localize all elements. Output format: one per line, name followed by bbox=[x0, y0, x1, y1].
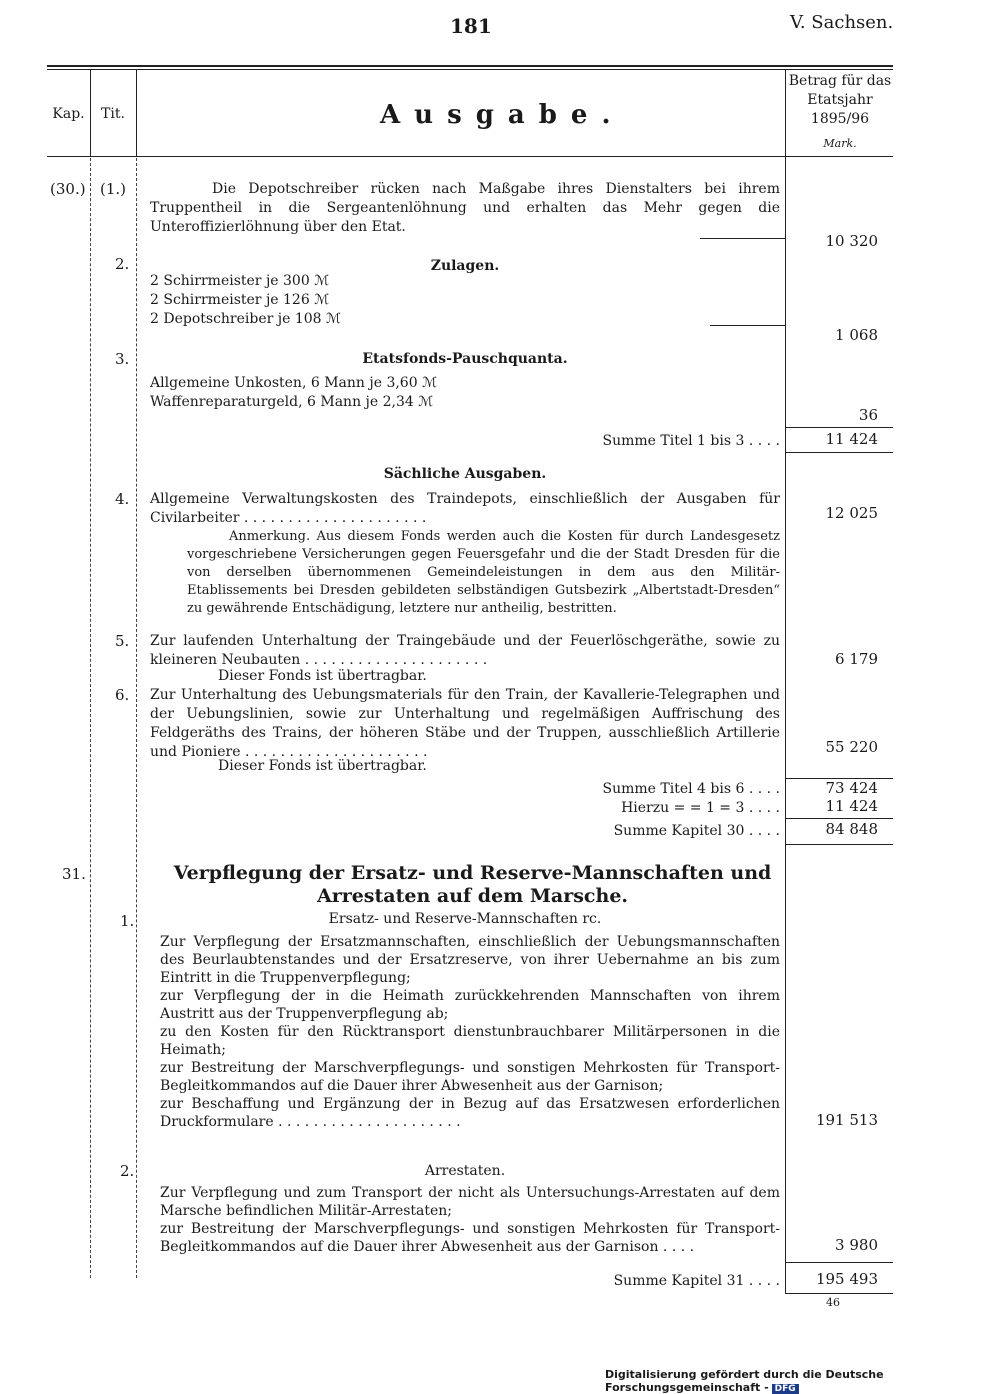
tit-5-amount: 6 179 bbox=[835, 650, 878, 668]
header-rule bbox=[47, 156, 893, 157]
kap-31-tit-1-para-2: zur Verpflegung der in die Heimath zurückkehrenden Mannschaften von ihrem Austritt aus der Truppenverpflegung ab; bbox=[160, 988, 780, 1022]
tit-5-note: Dieser Fonds ist übertragbar. bbox=[218, 668, 427, 684]
hierzu-amount: 11 424 bbox=[825, 797, 878, 815]
tit-4-number: 4. bbox=[115, 490, 130, 508]
kap-31-tit-1-heading: Ersatz- und Reserve-Mannschaften rc. bbox=[328, 911, 602, 927]
col-divider-tit bbox=[136, 69, 137, 157]
kap-31-tit-2-heading: Arrestaten. bbox=[424, 1163, 506, 1179]
tit-dashed-divider bbox=[136, 158, 137, 1278]
currency-label: Mark. bbox=[823, 137, 857, 150]
amount-column-header: Betrag für das Etatsjahr 1895/96 bbox=[788, 73, 892, 127]
kap-31-tit-1-number: 1. bbox=[120, 912, 135, 930]
tit-6-number: 6. bbox=[115, 686, 130, 704]
kap-31-tit-1-para-5: zur Beschaffung und Ergänzung der in Bezug auf das Ersatzwesen erforderlichen Druckformulare . . . . . . . . . . . . . . . . . . . . . bbox=[160, 1096, 780, 1130]
section-title: Ausgabe. bbox=[380, 100, 625, 130]
tit-1-text: Die Depotschreiber rücken nach Maßgabe ihres Dienstalters bei ihrem Truppentheil in die Sergeantenlöhnung und erhalten das Mehr gegen die Unteroffizierlöhnung über den Etat. bbox=[150, 181, 780, 235]
kap-31-tit-2-para-1: Zur Verpflegung und zum Transport der nicht als Untersuchungs-Arrestaten auf dem Marsche befindlichen Militär-Arrestaten; bbox=[160, 1185, 780, 1219]
sheet-number: 46 bbox=[826, 1296, 840, 1309]
page-number: 181 bbox=[450, 14, 492, 38]
sum-4-6-label: Summe Titel 4 bis 6 . . . . bbox=[602, 781, 780, 797]
sum-kap-31-label: Summe Kapitel 31 . . . . bbox=[613, 1273, 780, 1289]
hierzu-label: Hierzu = = 1 = 3 . . . . bbox=[621, 800, 780, 816]
sum-kap-30-amount: 84 848 bbox=[825, 820, 878, 838]
kap-31-tit-2-para-2: zur Bestreitung der Marschverpflegungs- und sonstigen Mehrkosten für Transport-Begleitkommandos auf die Dauer ihrer Abwesenheit aus der Garnison . . . . bbox=[160, 1221, 780, 1255]
kap-31-tit-1-para-3: zu den Kosten für den Rücktransport dienstunbrauchbarer Militärpersonen in die Heimath; bbox=[160, 1024, 780, 1058]
tit-3-number: 3. bbox=[115, 350, 130, 368]
sum-rule bbox=[785, 844, 893, 845]
saechliche-heading: Sächliche Ausgaben. bbox=[383, 466, 547, 482]
tit-2-line-2: 2 Schirrmeister je 126 ℳ bbox=[150, 292, 330, 308]
tit-3-line-2: Waffenreparaturgeld, 6 Mann je 2,34 ℳ bbox=[150, 394, 434, 410]
sum-kap-31-amount: 195 493 bbox=[815, 1270, 878, 1288]
tit-6-amount: 55 220 bbox=[825, 738, 878, 756]
tit-4-note: Anmerkung. Aus diesem Fonds werden auch die Kosten für durch Landesgesetz vorgeschriebene Versicherungen gegen Feuersgefahr und die der Stadt Dresden für die von derselben übernommenen Gemeindeleistungen in dem aus den Militär-Etablissements bei Dresden gebildeten selbständigen Gutsbezirk „Albertstadt-Dresden“ zu gewährende Entschädigung, letztere nur antheilig, bestritten. bbox=[187, 529, 780, 616]
sum-1-3-amount: 11 424 bbox=[825, 430, 878, 448]
footer-text: Digitalisierung gefördert durch die Deutsche Forschungsgemeinschaft - bbox=[605, 1368, 884, 1394]
tit-2-heading: Zulagen. bbox=[430, 258, 500, 274]
subtotal-rule bbox=[710, 325, 785, 326]
kap-31-tit-1-para-4: zur Bestreitung der Marschverpflegungs- und sonstigen Mehrkosten für Transport-Begleitkommandos auf die Dauer ihrer Abwesenheit aus der Garnison; bbox=[160, 1060, 780, 1094]
sum-rule bbox=[785, 1293, 893, 1294]
sum-rule bbox=[785, 1262, 893, 1263]
kap-header: Kap. bbox=[52, 106, 85, 122]
kap-31-tit-2-amount: 3 980 bbox=[835, 1236, 878, 1254]
sum-kap-30-label: Summe Kapitel 30 . . . . bbox=[613, 823, 780, 839]
kap-30-number: (30.) bbox=[50, 180, 86, 198]
dfg-logo: DFG bbox=[772, 1384, 799, 1394]
tit-5-text: Zur laufenden Unterhaltung der Traingebäude und der Feuerlöschgeräthe, sowie zu kleineren Neubauten . . . . . . . . . . . . . . . . . . . . . bbox=[150, 633, 780, 668]
tit-4-text: Allgemeine Verwaltungskosten des Traindepots, einschließlich der Ausgaben für Civilarbeiter . . . . . . . . . . . . . . . . . . . . . bbox=[150, 491, 780, 526]
tit-6-text: Zur Unterhaltung des Uebungsmaterials für den Train, der Kavallerie-Telegraphen und der Uebungslinien, sowie zur Unterhaltung und regelmäßigen Auffrischung des Feldgeräths des Trains, der höheren Stäbe und der Truppen, ausschließlich Artillerie und Pioniere . . . . . . . . . . . . . . . . . . . . . bbox=[150, 687, 780, 760]
tit-4-amount: 12 025 bbox=[825, 504, 878, 522]
tit-2-line-3: 2 Depotschreiber je 108 ℳ bbox=[150, 311, 341, 327]
kap-31-tit-2-number: 2. bbox=[120, 1162, 135, 1180]
sum-4-6-amount: 73 424 bbox=[825, 779, 878, 797]
kap-31-number: 31. bbox=[62, 865, 86, 883]
top-rule bbox=[47, 65, 893, 67]
kap-dashed-divider bbox=[90, 158, 91, 1278]
col-divider-amount bbox=[785, 69, 786, 1294]
tit-2-amount: 1 068 bbox=[835, 326, 878, 344]
kap-31-title: Verpflegung der Ersatz- und Reserve-Mannschaften und Arrestaten auf dem Marsche. bbox=[173, 862, 772, 907]
tit-header: Tit. bbox=[101, 106, 125, 122]
digitization-footer bbox=[605, 1368, 1000, 1394]
sum-rule bbox=[785, 452, 893, 453]
tit-1-number: (1.) bbox=[100, 180, 127, 198]
kap-31-tit-1-amount: 191 513 bbox=[815, 1111, 878, 1129]
tit-2-line-1: 2 Schirrmeister je 300 ℳ bbox=[150, 273, 330, 289]
tit-6-note: Dieser Fonds ist übertragbar. bbox=[218, 758, 427, 774]
tit-3-heading: Etatsfonds-Pauschquanta. bbox=[362, 351, 568, 367]
tit-2-number: 2. bbox=[115, 255, 130, 273]
top-rule-thin bbox=[47, 69, 893, 70]
kap-31-tit-1-para-1: Zur Verpflegung der Ersatzmannschaften, einschließlich der Uebungsmannschaften des Beurlaubtenstandes und der Ersatzreserve, von ihrer Uebernahme an bis zum Eintritt in die Truppenverpflegung; bbox=[160, 934, 780, 986]
tit-3-line-1: Allgemeine Unkosten, 6 Mann je 3,60 ℳ bbox=[150, 375, 438, 391]
sum-rule bbox=[785, 427, 893, 428]
tit-5-number: 5. bbox=[115, 632, 130, 650]
sum-1-3-label: Summe Titel 1 bis 3 . . . . bbox=[602, 433, 780, 449]
sum-rule bbox=[785, 818, 893, 819]
subtotal-rule bbox=[700, 238, 785, 239]
tit-3-amount: 36 bbox=[858, 406, 878, 424]
tit-1-amount: 10 320 bbox=[825, 232, 878, 250]
state-label: V. Sachsen. bbox=[790, 12, 894, 33]
